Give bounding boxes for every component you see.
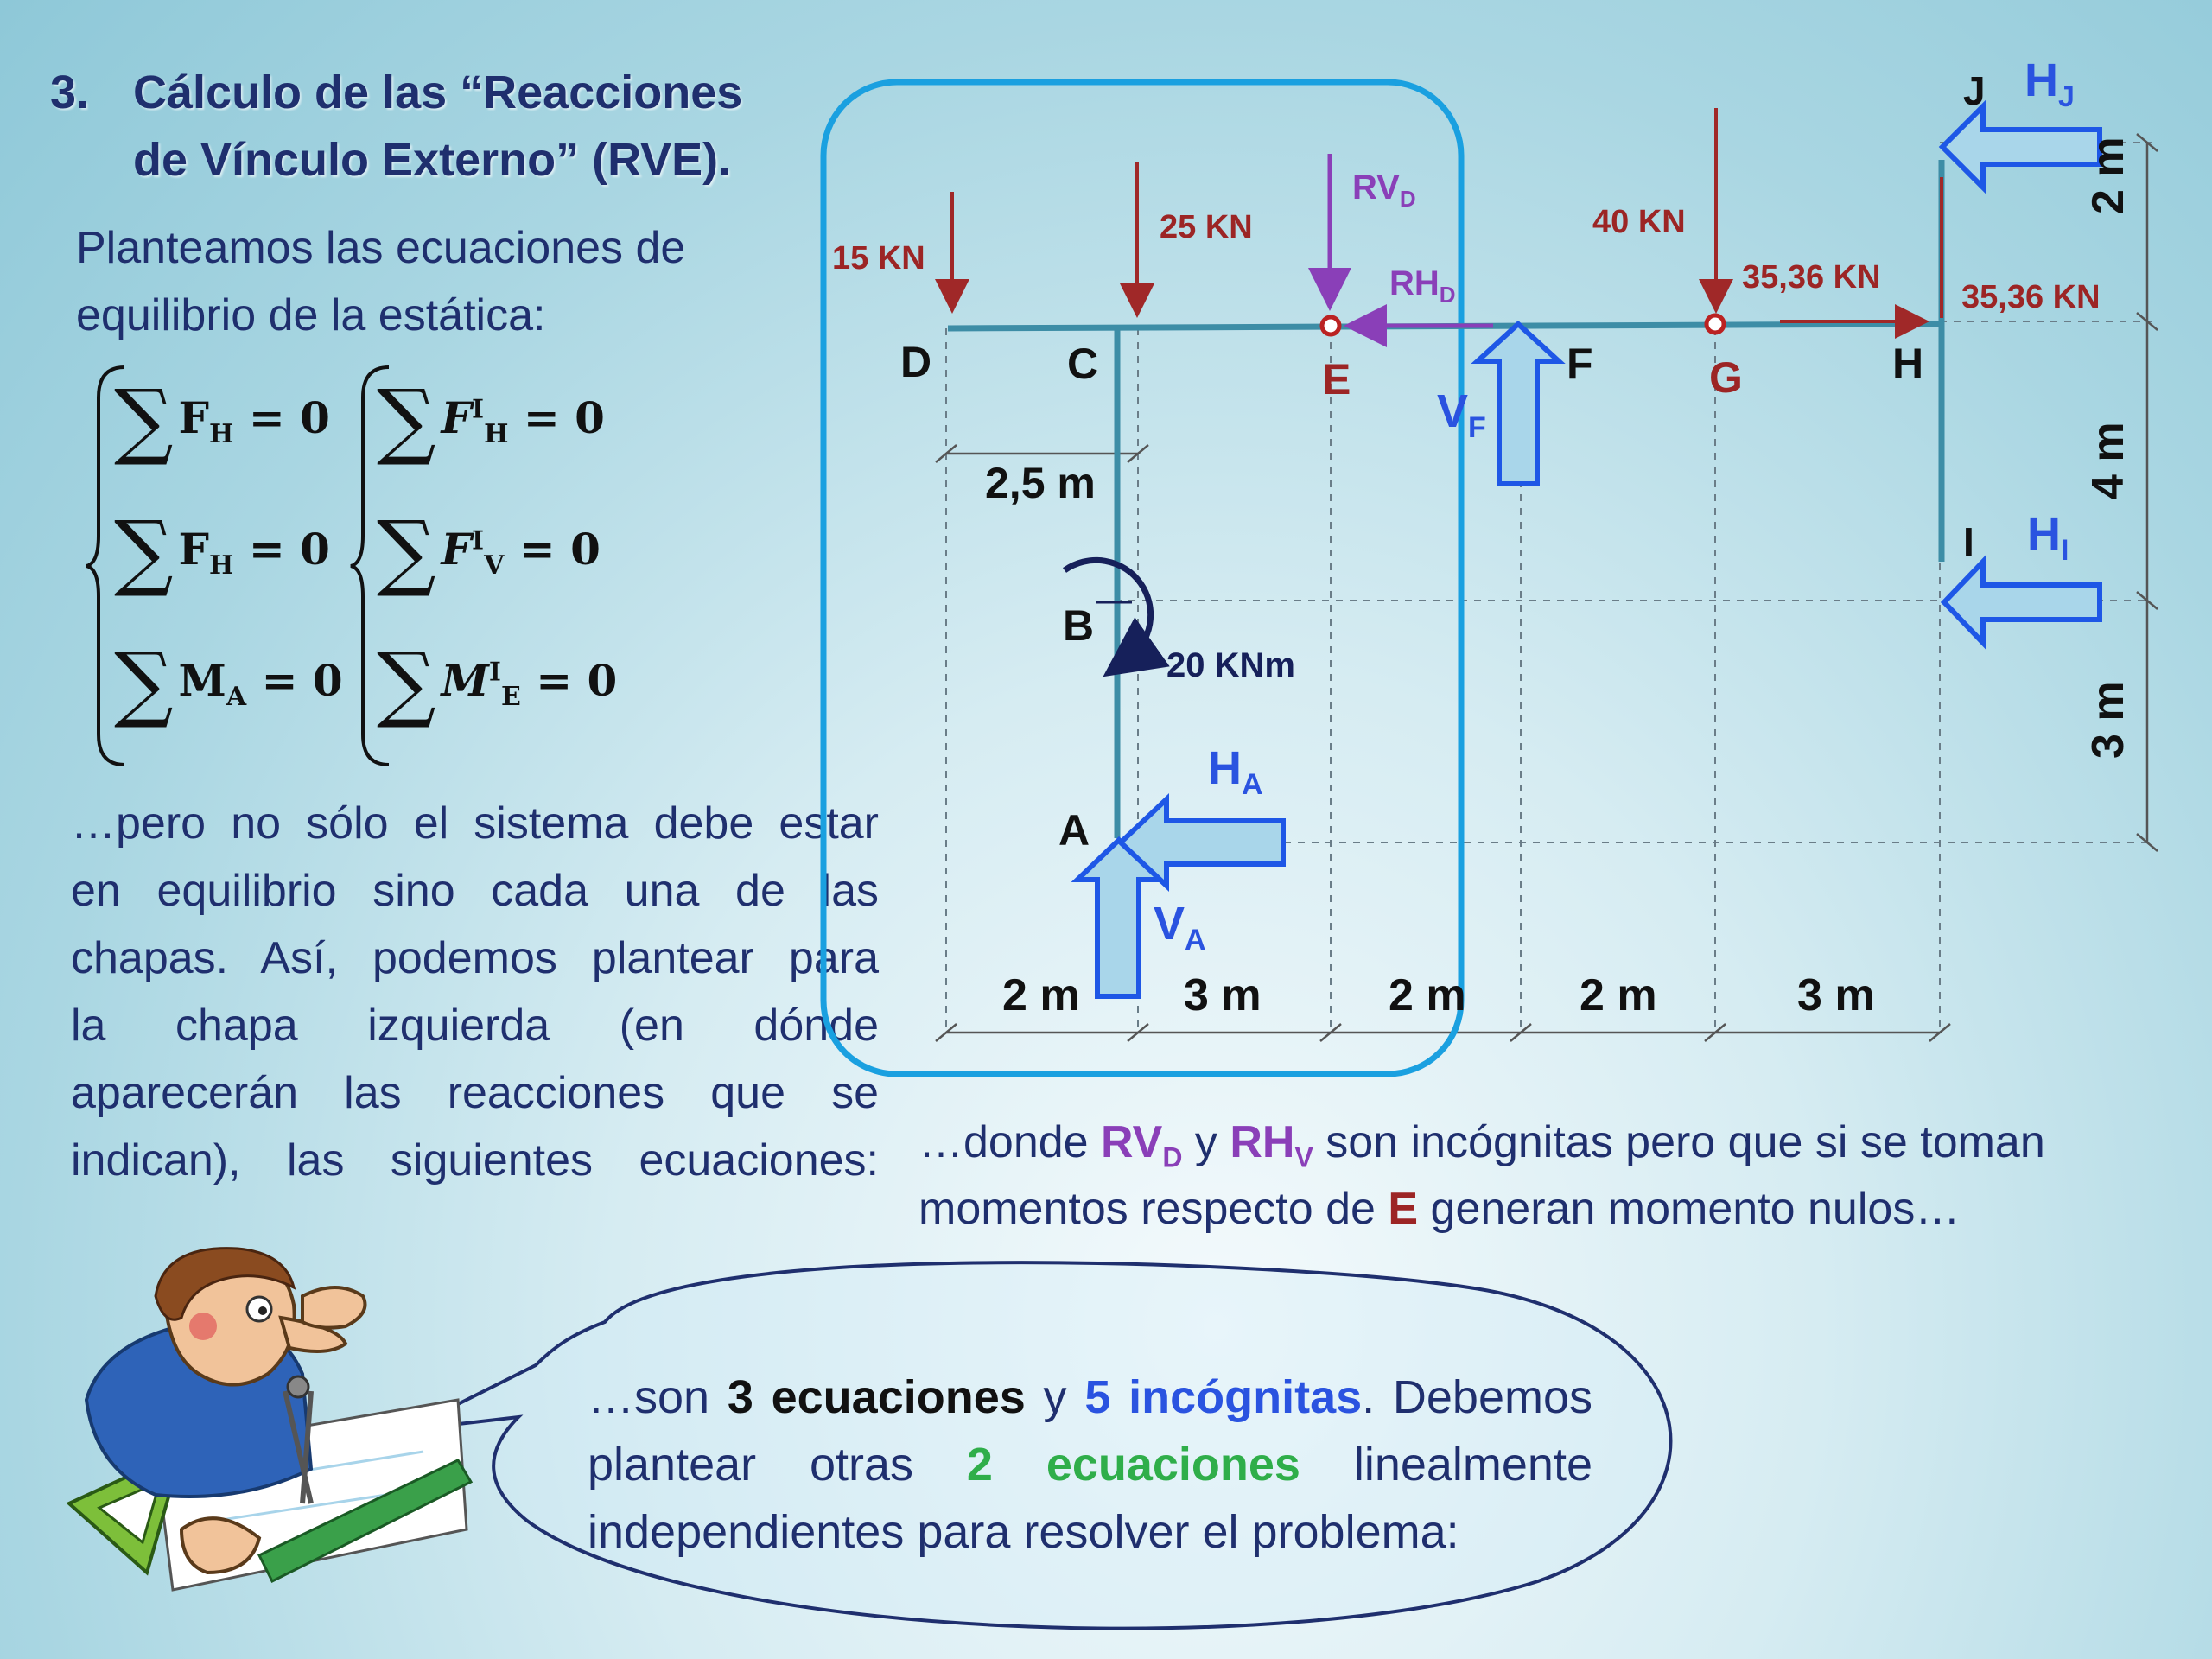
intro-line-1: Planteamos las ecuaciones de	[76, 223, 686, 273]
reaction-ha-label: $H_A$	[1208, 742, 1263, 801]
para-line: aparecerán las reacciones que se	[71, 1068, 879, 1118]
para-line: indican), las siguientes ecuaciones:	[71, 1135, 879, 1185]
reaction-rhd-label: $RH_D$	[1389, 264, 1456, 308]
bubble-line-2: plantear otras 2 ecuaciones linealmente	[588, 1439, 1592, 1491]
load-horizontal-label-2: 35,36 KN	[1961, 279, 2101, 315]
speech-bubble-text	[588, 1363, 1592, 1566]
reaction-hi-label: $H_I$	[2027, 508, 2069, 567]
load-40kn-label: 40 KN	[1592, 204, 1686, 240]
dim-x3: 2 m	[1389, 970, 1466, 1020]
para-line: chapas. Así, podemos plantear para	[71, 933, 879, 983]
reaction-va-label: $V_A$	[1154, 898, 1206, 957]
eq-sum-ma: ∑ $M_A = 0$	[114, 634, 343, 731]
intro-line-2: equilibrio de la estática:	[76, 290, 546, 340]
point-g-label: G	[1709, 353, 1743, 402]
eq-sum-fh-chapa: ∑ $F^I_H = 0$	[377, 372, 605, 468]
para-line: …pero no sólo el sistema debe estar	[71, 798, 879, 849]
note-line-1: …donde $RV_D$ y $RH_V$ son incógnitas pero que si se toman	[918, 1117, 2045, 1173]
para-line: en equilibrio sino cada una de las	[71, 866, 879, 916]
eq-sum-fh-1: ∑ $F_H = 0$	[114, 372, 330, 468]
bubble-line-1: …son 3 ecuaciones y 5 incógnitas. Debemos	[588, 1371, 1593, 1423]
point-d-label: D	[900, 338, 932, 386]
title-number: 3.	[50, 67, 90, 118]
note-line-2: momentos respecto de E generan momento nulos…	[918, 1184, 1961, 1234]
dim-x2: 3 m	[1184, 970, 1262, 1020]
point-i-label: I	[1963, 519, 1974, 564]
title-line-2: de Vínculo Externo” (RVE).	[133, 134, 732, 186]
dim-y3: 3 m	[2083, 681, 2133, 759]
point-b-label: B	[1063, 601, 1095, 650]
load-25kn-label: 25 KN	[1160, 209, 1253, 245]
dim-x1: 2 m	[1002, 970, 1080, 1020]
reaction-vf-label: $V_F$	[1437, 385, 1486, 444]
dim-y1: 2 m	[2083, 137, 2133, 214]
dim-x5: 3 m	[1797, 970, 1875, 1020]
point-a-label: A	[1058, 806, 1090, 855]
point-e-label: E	[1322, 355, 1351, 404]
point-h-label: H	[1892, 340, 1924, 388]
eq-sum-fv-chapa: ∑ $F^I_V = 0$	[377, 503, 601, 600]
title-line-1: Cálculo de las “Reacciones	[133, 67, 743, 118]
moment-label: 20 KNm	[1166, 646, 1295, 684]
reaction-rvd-label: $RV_D$	[1352, 168, 1416, 212]
eq-sum-fh-2: ∑ $F_H = 0$	[114, 503, 330, 600]
para-line: la chapa izquierda (en dónde	[71, 1001, 879, 1051]
load-horizontal-label: 35,36 KN	[1742, 259, 1881, 296]
dim-x4: 2 m	[1580, 970, 1657, 1020]
point-f-label: F	[1567, 340, 1593, 388]
engineer-cartoon	[52, 1244, 484, 1607]
dim-2-5m: 2,5 m	[985, 459, 1096, 507]
bubble-line-3: independientes para resolver el problema:	[588, 1506, 1459, 1558]
point-j-label: J	[1963, 68, 1986, 113]
eq-sum-me-chapa: ∑ $M^I_E = 0$	[377, 634, 618, 731]
load-15kn-label: 15 KN	[832, 240, 925, 276]
point-c-label: C	[1067, 340, 1099, 388]
reaction-hj-label: $H_J$	[2024, 54, 2075, 113]
dim-y2: 4 m	[2083, 422, 2133, 499]
